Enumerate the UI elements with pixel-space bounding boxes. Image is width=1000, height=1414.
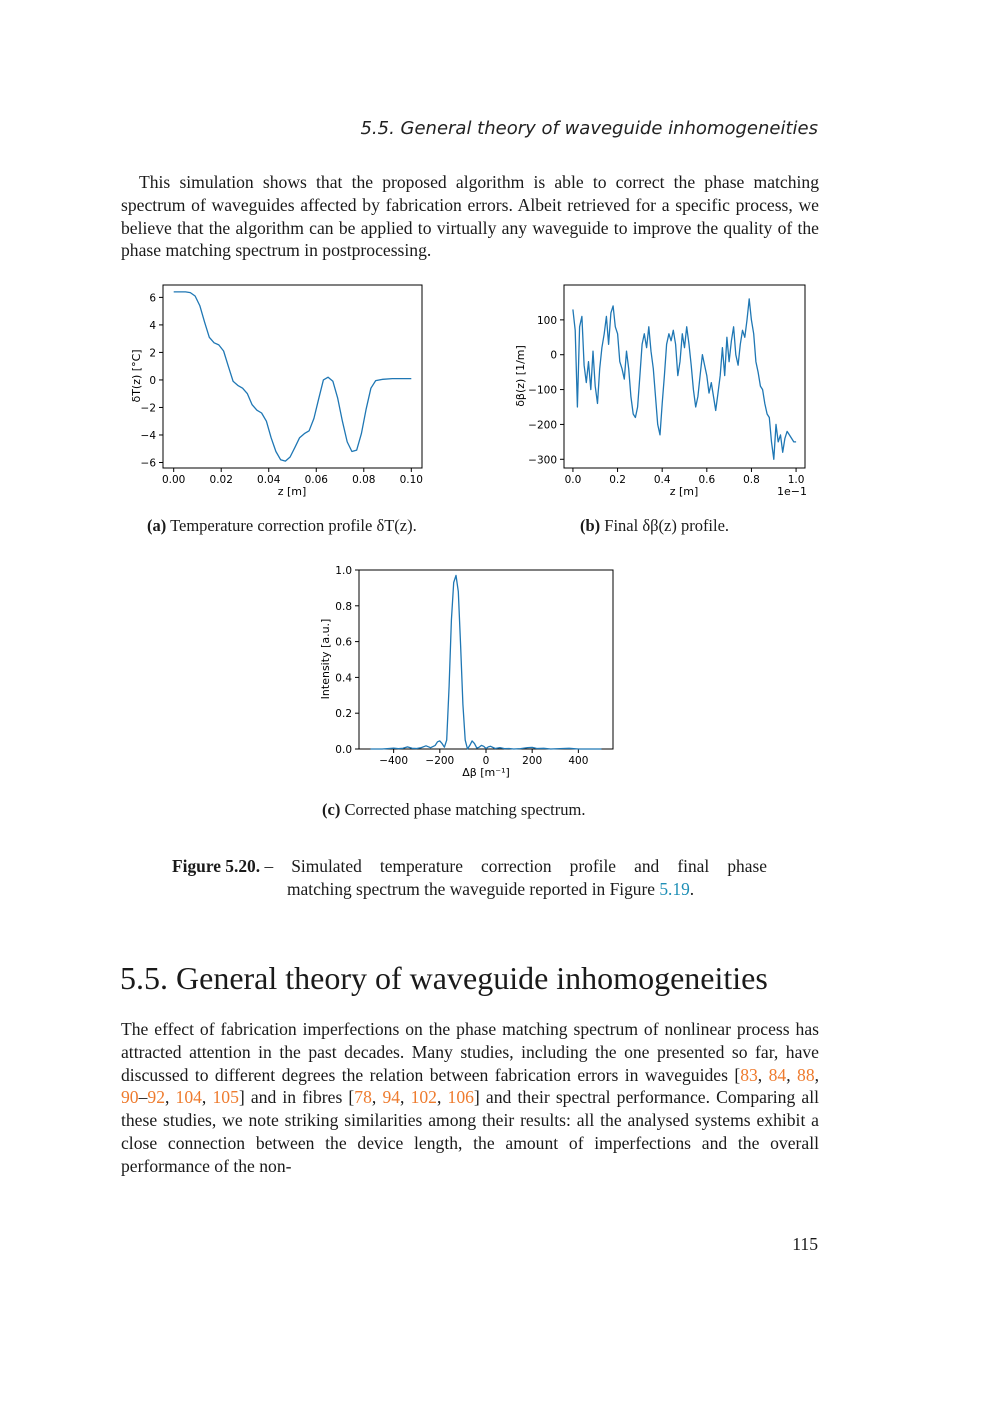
chart-c-frame <box>359 570 613 749</box>
y-tick-label: 2 <box>149 347 156 360</box>
citation-link[interactable]: 106 <box>447 1087 474 1108</box>
y-tick-label: 0 <box>550 349 557 362</box>
x-tick-label: 0.0 <box>564 474 582 486</box>
x-tick-label: 0.08 <box>352 474 376 486</box>
y-tick-label: 0 <box>149 374 156 387</box>
x-tick-label: 0.8 <box>743 474 760 486</box>
y-tick-label: −4 <box>140 429 156 442</box>
running-header: 5.5. General theory of waveguide inhomogeneities <box>360 118 818 139</box>
x-tick-label: 0.10 <box>399 474 424 486</box>
intro-text: This simulation shows that the proposed algorithm is able to correct the phase matching spectrum of waveguides affected by fabrication errors. Albeit retrieved for a specific process, we believe that the algorithm can be applied to virtually any waveguide to improve the quality of the phase matching spectrum in postprocessing. <box>121 172 819 261</box>
x-tick-label: 200 <box>522 755 543 767</box>
body-paragraph: The effect of fabrication imperfections on the phase matching spectrum of nonlinear process has attracted attention in the past decades. Many studies, including the one presented so far, have discussed to different degrees the relation between fabrication errors in waveguides [83, 84, 88, 90–92, 104, 105] and in fibres [78, 94, 102, 106] and their spectral performance. Comparing all these studies, we note striking similarities among their results: all the analysed systems exhibit a close connection between the device length, the amount of imperfections and the overall performance of the non- <box>121 1019 820 1176</box>
chart-b-ylabel: δβ(z) [1/m] <box>514 345 527 407</box>
chart-temperature-profile <box>120 278 540 508</box>
chart-c-xlabel: Δβ [m⁻¹] <box>462 766 510 779</box>
citation-link[interactable]: 84 <box>768 1064 787 1085</box>
citation-link[interactable]: 102 <box>410 1087 437 1108</box>
y-tick-label: −6 <box>140 457 156 470</box>
citation-link[interactable]: 104 <box>175 1087 202 1108</box>
x-tick-label: 400 <box>568 755 589 767</box>
chart-b-offset: 1e−1 <box>777 485 807 498</box>
x-tick-label: −400 <box>379 755 409 767</box>
x-tick-label: 1.0 <box>787 474 805 486</box>
y-tick-label: 100 <box>536 314 557 327</box>
chart-a-ylabel: δT(z) [°C] <box>130 349 143 403</box>
y-tick-label: 1.0 <box>335 565 352 577</box>
intro-paragraph <box>121 171 819 262</box>
chart-b-xlabel: z [m] <box>669 485 699 498</box>
x-tick-label: 0.6 <box>698 474 716 486</box>
citation-link[interactable]: 92 <box>147 1087 165 1108</box>
x-tick-label: 0.06 <box>304 474 328 486</box>
subcaption-c: (c) Corrected phase matching spectrum. <box>322 800 586 819</box>
y-tick-label: −200 <box>528 419 557 432</box>
citation-link[interactable]: 78 <box>354 1087 372 1108</box>
chart-a-xlabel: z [m] <box>277 485 307 498</box>
figure-label: Figure 5.20. <box>172 856 261 876</box>
chart-c-series-line <box>371 575 602 749</box>
x-tick-label: 0.04 <box>257 474 281 486</box>
chart-phase-matching-spectrum <box>315 562 645 792</box>
chart-delta-beta-profile <box>510 278 830 508</box>
figure-caption <box>172 855 767 900</box>
figure-caption-line-2: matching spectrum the waveguide reported in Figure 5.19. <box>287 878 695 899</box>
y-tick-label: 0.8 <box>335 600 352 613</box>
x-tick-label: 0.4 <box>653 474 671 486</box>
citation-link[interactable]: 105 <box>212 1087 239 1108</box>
x-tick-label: 0.00 <box>161 474 186 486</box>
figure-caption-line-1: Figure 5.20. – Simulated temperature correction profile and final phase <box>172 856 767 876</box>
chart-a-axes <box>141 292 423 486</box>
y-tick-label: −300 <box>528 454 557 467</box>
x-tick-label: −200 <box>425 755 455 767</box>
chart-b-axes <box>528 315 804 486</box>
chart-c-ylabel: Intensity [a.u.] <box>319 618 332 700</box>
x-tick-label: 0 <box>482 755 490 767</box>
chart-b-frame <box>564 285 805 468</box>
y-tick-label: −2 <box>140 402 156 415</box>
y-tick-label: 4 <box>149 319 156 332</box>
y-tick-label: 0.6 <box>335 636 352 649</box>
page-number: 115 <box>792 1234 818 1254</box>
figure-ref-link[interactable]: 5.19 <box>659 878 690 899</box>
chart-b-series-line <box>573 299 796 459</box>
chart-a-series-line <box>174 292 412 461</box>
subcaption-a: (a) Temperature correction profile δT(z). <box>147 516 417 535</box>
citation-link[interactable]: 83 <box>740 1064 758 1085</box>
x-tick-label: 0.2 <box>609 474 626 486</box>
y-tick-label: 0.4 <box>335 672 352 685</box>
section-heading: 5.5. General theory of waveguide inhomogeneities <box>120 960 768 996</box>
y-tick-label: 0.0 <box>335 744 352 756</box>
subcaption-b: (b) Final δβ(z) profile. <box>580 516 730 535</box>
y-tick-label: 6 <box>149 292 156 305</box>
y-tick-label: −100 <box>528 384 557 397</box>
citation-link[interactable]: 90 <box>121 1087 139 1108</box>
citation-link[interactable]: 94 <box>382 1087 401 1108</box>
y-tick-label: 0.2 <box>335 708 352 721</box>
x-tick-label: 0.02 <box>209 474 233 486</box>
citation-link[interactable]: 88 <box>797 1064 815 1085</box>
